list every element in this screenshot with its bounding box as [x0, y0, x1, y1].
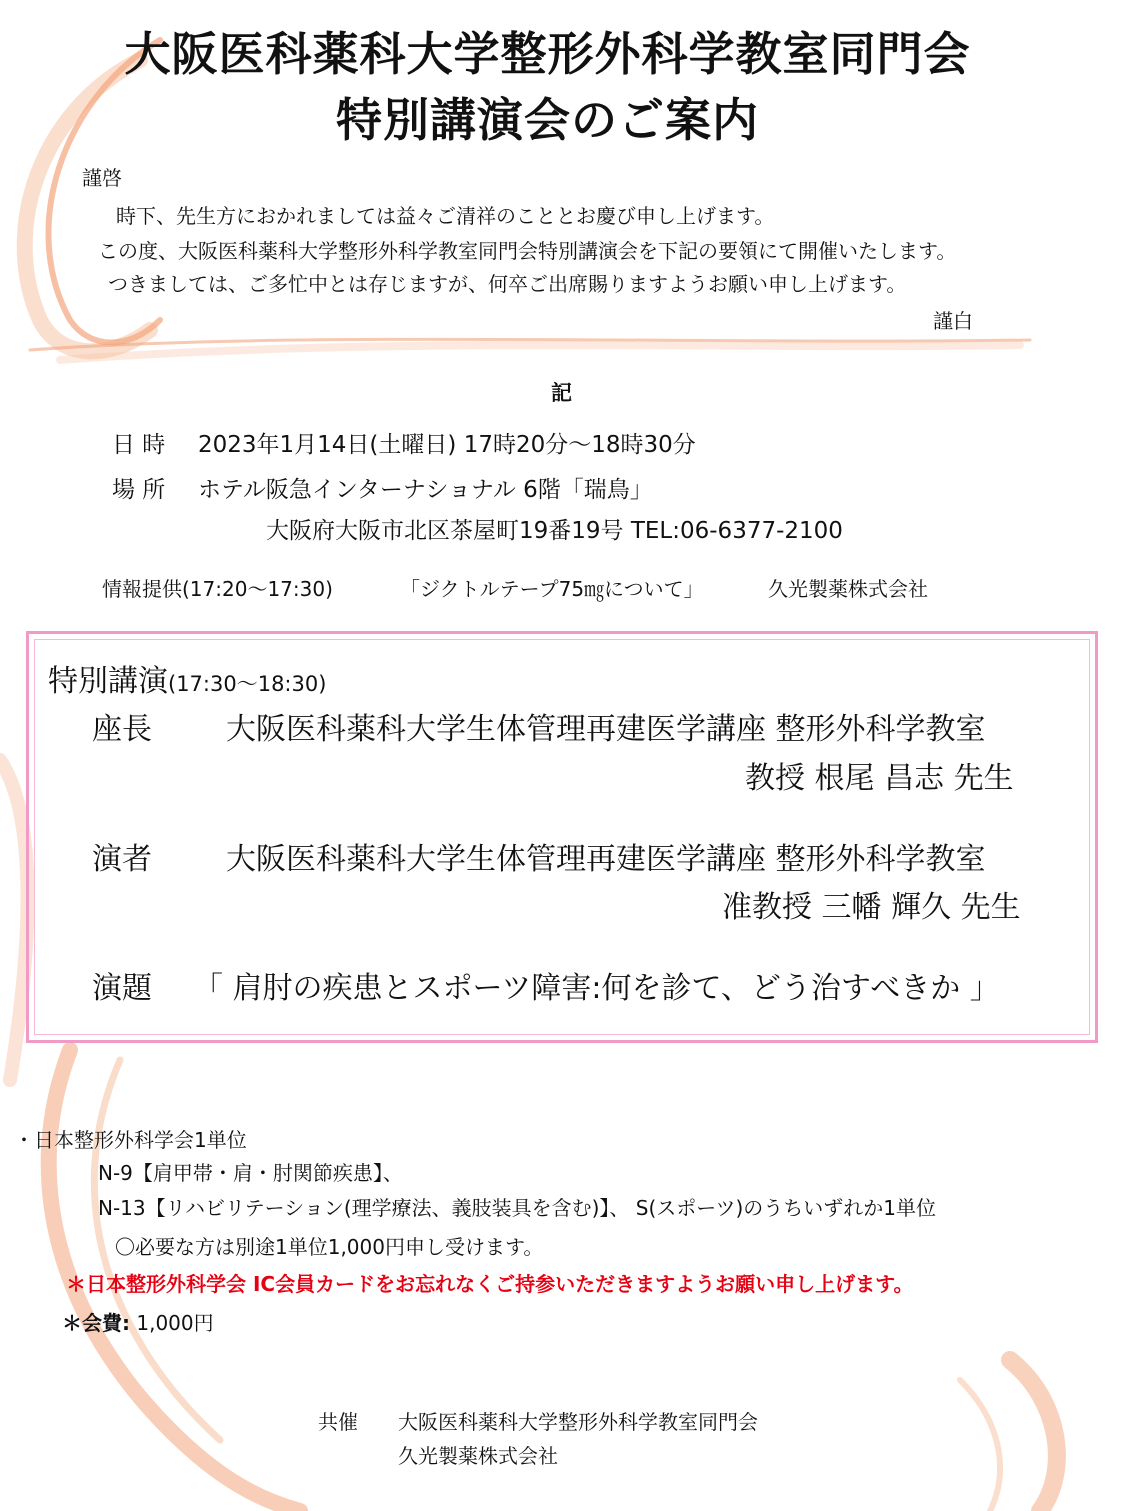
ic-card-notice: ＊日本整形外科学会 IC会員カードをお忘れなくご持参いただきますようお願い申し上げます。 [66, 1272, 914, 1296]
fee-value: 1,000円 [136, 1311, 214, 1335]
speaker-name: 准教授 三幡 輝久 先生 [722, 890, 1021, 925]
credits-line-1: ・日本整形外科学会1単位 [14, 1128, 247, 1152]
letter-line-2: この度、大阪医科薬科大学整形外科学教室同門会特別講演会を下記の要領にて開催いたします。 [98, 239, 957, 263]
fee-line [62, 1307, 214, 1336]
date-value: 2023年1月14日(土曜日) 17時20分～18時30分 [198, 432, 696, 458]
lecture-heading-label: 特別講演 [48, 664, 168, 699]
speaker-label: 演者 [92, 842, 152, 877]
credits-line-4: 〇必要な方は別途1単位1,000円申し受けます。 [115, 1235, 544, 1259]
letter-line-3: つきましては、ご多忙中とは存じますが、何卒ご出席賜りますようお願い申し上げます。 [108, 272, 907, 296]
place-label: 場 所 [112, 477, 166, 503]
cohost-label: 共催 [318, 1410, 358, 1434]
lecture-time: (17:30～18:30) [168, 672, 327, 696]
speaker-affiliation: 大阪医科薬科大学生体管理再建医学講座 整形外科学教室 [226, 842, 986, 877]
chair-affiliation: 大阪医科薬科大学生体管理再建医学講座 整形外科学教室 [226, 712, 986, 747]
salutation: 謹啓 [82, 166, 122, 190]
letter-line-1: 時下、先生方におかれましては益々ご清祥のこととお慶び申し上げます。 [116, 204, 775, 228]
lecture-heading [48, 656, 326, 700]
cohost-2: 久光製薬株式会社 [398, 1444, 558, 1468]
chair-label: 座長 [92, 712, 152, 747]
address: 大阪府大阪市北区茶屋町19番19号 TEL:06-6377-2100 [266, 518, 843, 544]
info-company: 久光製薬株式会社 [768, 577, 928, 601]
credits-line-2: N-9【肩甲帯・肩・肘関節疾患】、 [98, 1161, 403, 1185]
page-title-line2: 特別講演会のご案内 [336, 93, 759, 147]
place-value: ホテル阪急インターナショナル 6階「瑞鳥」 [198, 477, 653, 503]
topic-label: 演題 [92, 971, 152, 1006]
cohost-1: 大阪医科薬科大学整形外科学教室同門会 [398, 1410, 758, 1434]
page-title-line1: 大阪医科薬科大学整形外科学教室同門会 [124, 27, 971, 81]
ki-marker: 記 [551, 381, 572, 405]
date-label: 日 時 [112, 432, 166, 458]
lecture-topic: 「 肩肘の疾患とスポーツ障害:何を診て、どう治すべきか 」 [193, 971, 1000, 1006]
info-label: 情報提供(17:20～17:30) [102, 577, 333, 601]
closing: 謹白 [933, 309, 973, 333]
fee-label: ＊会費: [62, 1311, 130, 1335]
info-topic: 「ジクトルテープ75㎎について」 [400, 577, 704, 601]
credits-line-3: N-13【リハビリテーション(理学療法、義肢装具を含む)】、 S(スポーツ)のうちいずれか1単位 [98, 1196, 937, 1220]
chair-name: 教授 根尾 昌志 先生 [745, 761, 1014, 796]
